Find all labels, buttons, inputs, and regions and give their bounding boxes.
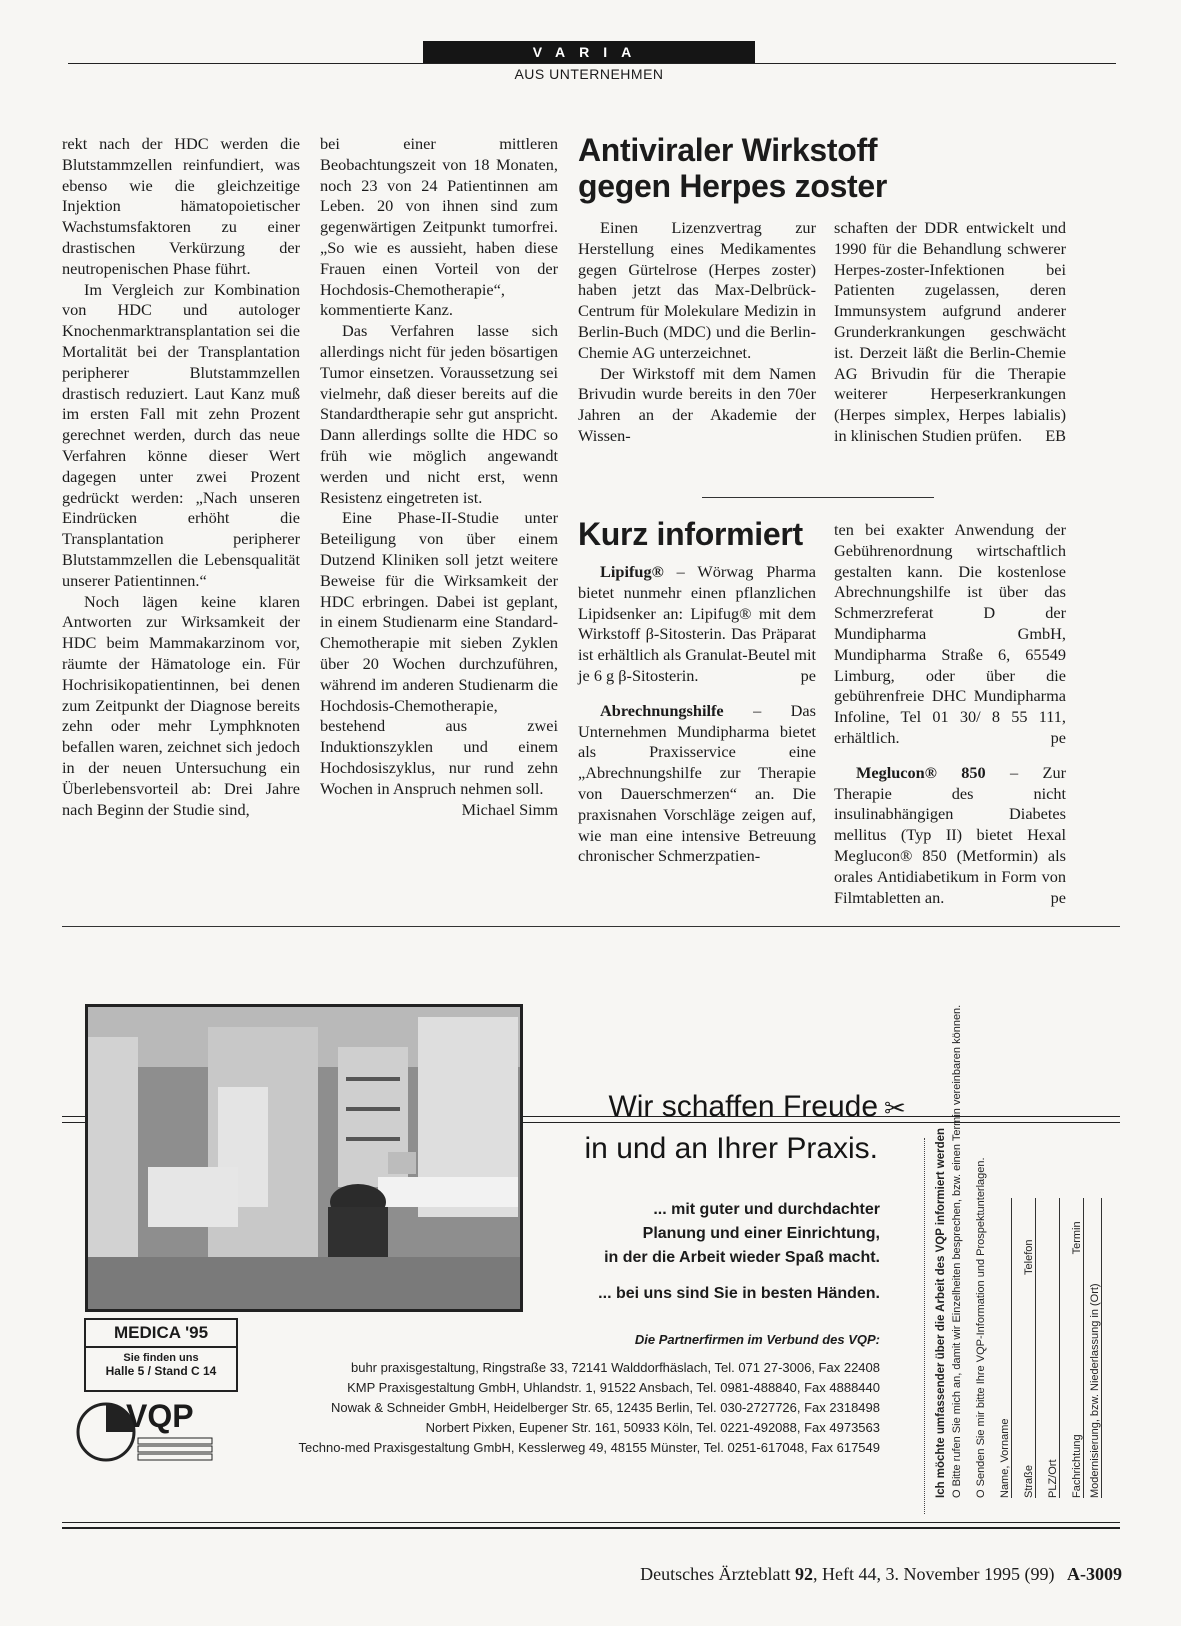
- ad-headline: [520, 1086, 878, 1170]
- signature: pe: [800, 665, 816, 685]
- ad-tagline: [520, 1198, 880, 1306]
- coupon-city-field[interactable]: [1047, 1198, 1060, 1498]
- article1-col1: [62, 134, 300, 820]
- paragraph: Einen Lizenzvertrag zur Herstellung eines Medikamentes gegen Gürtelrose (Herpes zoster) haben jetzt das Max-Delbrück-Centrum für Molekulare Medizin in Berlin-Buch (MDC) und die Berlin-Chemie AG unterzeichnet.: [578, 218, 816, 362]
- item-name: Meglucon® 850: [856, 762, 986, 782]
- paragraph: [578, 562, 816, 687]
- page-footer: [552, 1564, 1122, 1585]
- signature: pe: [1050, 727, 1066, 747]
- article3-col1: [578, 562, 816, 867]
- vqp-logo: [76, 1396, 236, 1468]
- article2-title-line2: gegen Herpes zoster: [578, 168, 888, 204]
- ad-photo: [85, 1004, 523, 1312]
- ad-headline-line2: in und an Ihrer Praxis.: [584, 1132, 878, 1165]
- field-label: Telefon: [1023, 1239, 1035, 1275]
- article-bottom-rule: [62, 926, 1120, 927]
- paragraph: bei einer mittleren Beobachtungszeit von 18 Monaten, noch 23 von 24 Patientinnen am Leben. 20 von ihnen sind zum gegenwärtigen Zeitpunkt tumorfrei. „So wie es aussieht, haben diese Frauen einen Vorteil von der Hochdosis-Chemotherapie“, kommentierte Kanz.: [320, 134, 558, 320]
- partners-title: Die Partnerfirmen im Verbund des VQP:: [634, 1332, 880, 1347]
- item-text: – Zur Therapie des nicht insulinabhängigen Diabetes mellitus (Typ II) bietet Hexal Meglucon® 850 (Metformin) als orales Antidiabetikum in Form von Filmtabletten an.: [834, 762, 1067, 907]
- separator-rule: [702, 497, 934, 498]
- medica-title: MEDICA '95: [86, 1320, 236, 1348]
- article2-col2: [834, 218, 1066, 447]
- tagline-line: ... mit guter und durchdachter: [653, 1201, 880, 1218]
- paragraph: Das Verfahren lasse sich allerdings nicht für jeden bösartigen Tumor einsetzen. Voraussetzung sei vielmehr, daß dieser bereits auf die Standardtherapie sehr gut anspricht. Dann allerdings sollte die HDC so früh wie möglich angewandt werden und nicht erst, wenn Resistenz eingetreten ist.: [320, 321, 558, 507]
- article2-col1: [578, 218, 816, 447]
- author: Michael Simm: [461, 799, 558, 819]
- volume: 92: [795, 1564, 814, 1584]
- field-label: Fachrichtung: [1071, 1434, 1083, 1498]
- field-label: Straße: [1023, 1464, 1035, 1498]
- ad-headline-line1: Wir schaffen Freude: [608, 1090, 878, 1123]
- paragraph: [834, 520, 1066, 749]
- header-rule: [68, 63, 1116, 64]
- coupon-street-field[interactable]: [1023, 1198, 1036, 1498]
- signature: pe: [1050, 887, 1066, 907]
- field-label: Name, Vorname: [999, 1418, 1011, 1498]
- paragraph-text: schaften der DDR entwickelt und 1990 für die Behandlung schwerer Herpes-zoster-Infektionen bei Patienten zugelassen, deren Immunsystem aufgrund anderer Grunderkrankungen geschwächt ist. Derzeit läßt die Berlin-Chemie AG Brivudin für die Therapie weiterer Herpeserkrankungen (Herpes simplex, Herpes labialis) in klinischen Studien prüfen.: [834, 218, 1066, 445]
- coupon-name-field[interactable]: [999, 1198, 1012, 1498]
- item-text: – Das Unternehmen Mundipharma bietet als Praxisservice eine „Abrechnungshilfe zur Therapie von Dauerschmerzen“ an. Die praxisnahen Vorschläge zeigen auf, wie man eine intensive Betreuung chronischer Schmerzpatien-: [578, 700, 816, 866]
- paragraph: [578, 701, 816, 867]
- tagline-line: ... bei uns sind Sie in besten Händen.: [598, 1285, 880, 1302]
- office-photo-illustration: [88, 1007, 520, 1309]
- coupon-heading: Ich möchte umfassender über die Arbeit des VQP informiert werden: [935, 1127, 947, 1498]
- field-label: Termin: [1071, 1221, 1083, 1255]
- medica-line2: Halle 5 / Stand C 14: [105, 1364, 217, 1378]
- partner-line: buhr praxisgestaltung, Ringstraße 33, 72141 Walddorfhäslach, Tel. 071 27-3006, Fax 22408: [350, 1360, 880, 1375]
- vqp-logo-text: VQP: [126, 1398, 194, 1434]
- scissors-icon: ✂: [884, 1094, 906, 1123]
- ad-rule-bottom-2: [62, 1527, 1120, 1529]
- page-number: A-3009: [1067, 1564, 1122, 1584]
- article1-col2: [320, 134, 558, 820]
- paragraph: Im Vergleich zur Kombination von HDC und autologer Knochenmarktransplantation sei die Mortalität bei der Transplantation peripherer Blutstammzellen drastisch reduziert. Laut Kanz muß im ersten Fall mit zehn Prozent gerechnet werden, durch das neue Verfahren könne dieser Wert dagegen unter zwei Prozent gedrückt werden: „Nach unseren Eindrücken erhöht die Transplantation peripherer Blutstammzellen die Lebensqualität unserer Patientinnen.“: [62, 279, 300, 590]
- paragraph: [834, 763, 1066, 909]
- tagline-line: in der die Arbeit wieder Spaß macht.: [604, 1249, 880, 1266]
- partner-line: Techno-med Praxisgestaltung GmbH, Kesslerweg 49, 48155 Münster, Tel. 0251-617048, Fax 617549: [298, 1440, 880, 1455]
- coupon-option-call[interactable]: O Bitte rufen Sie mich an, damit wir Einzelheiten besprechen, bzw. einen Termin vereinbaren können.: [951, 1004, 963, 1498]
- coupon-specialty-field[interactable]: [1071, 1198, 1084, 1498]
- paragraph: [834, 218, 1066, 447]
- field-label: Modernisierung, bzw. Niederlassung in (Ort): [1089, 1283, 1101, 1498]
- medica-line1: Sie finden uns: [123, 1352, 199, 1364]
- reply-coupon: [924, 1004, 1121, 1514]
- partners-list: [230, 1358, 880, 1458]
- issue-info: , Heft 44, 3. November 1995 (99): [813, 1564, 1055, 1584]
- partner-line: Nowak & Schneider GmbH, Heidelberger Str. 65, 12435 Berlin, Tel. 030-2727726, Fax 2318498: [331, 1400, 880, 1415]
- partner-line: KMP Praxisgestaltung GmbH, Uhlandstr. 1, 91522 Ansbach, Tel. 0981-488840, Fax 4888440: [347, 1380, 880, 1395]
- medica-box: [84, 1318, 238, 1392]
- paragraph-text: ten bei exakter Anwendung der Gebührenordnung wirtschaftlich gestalten kann. Die kostenlose Abrechnungshilfe ist über das Schmerzreferat D der Mundipharma GmbH, Mundipharma Straße 6, 65549 Limburg, oder über die gebührenfreie DHC Mundipharma Infoline, Tel 01 30/ 8 55 111, erhältlich.: [834, 520, 1066, 747]
- article3-title: Kurz informiert: [578, 516, 803, 552]
- article2-title: [578, 132, 1118, 204]
- tagline-line: Planung und einer Einrichtung,: [642, 1225, 880, 1242]
- paragraph: Noch lägen keine klaren Antworten zur Wirksamkeit der HDC beim Mammakarzinom vor, räumte der Hämatologe ein. Für Hochrisikopatientinnen, bei denen zum Zeitpunkt der Diagnose bereits zehn oder mehr Lymphknoten befallen waren, zeichnet sich jedoch in der neuen Untersuchung ein Überlebensvorteil ab: Drei Jahre nach Beginn der Studie sind,: [62, 591, 300, 819]
- paragraph: Der Wirkstoff mit dem Namen Brivudin wurde bereits in den 70er Jahren an der Akademie der Wissen-: [578, 363, 816, 445]
- item-text: – Wörwag Pharma bietet nunmehr einen pflanzlichen Lipidsenker an: Lipifug® mit dem Wirkstoff β-Sitosterin. Das Präparat ist erhältlich als Granulat-Beutel mit je 6 g β-Sitosterin.: [578, 562, 816, 685]
- signature: EB: [1045, 425, 1066, 445]
- article2-title-line1: Antiviraler Wirkstoff: [578, 132, 878, 168]
- field-label: PLZ/Ort: [1047, 1459, 1059, 1498]
- article3-col2: [834, 520, 1066, 908]
- partner-line: Norbert Pixken, Eupener Str. 161, 50933 Köln, Tel. 0221-492088, Fax 4973563: [425, 1420, 880, 1435]
- coupon-location-field[interactable]: [1089, 1198, 1102, 1498]
- subsection-label: AUS UNTERNEHMEN: [514, 66, 664, 82]
- paragraph: rekt nach der HDC werden die Blutstammzellen reinfundiert, was ebenso wie die gleichzeitige Injektion hämatopoietischer Wachstumsfaktoren zu einer drastischen Verkürzung der neutropenischen Phase führt.: [62, 134, 300, 278]
- coupon-option-info[interactable]: O Senden Sie mir bitte Ihre VQP-Information und Prospektunterlagen.: [975, 1157, 987, 1498]
- section-label: VARIA: [423, 41, 755, 63]
- item-name: Lipifug®: [600, 562, 664, 581]
- item-name: Abrechnungshilfe: [600, 700, 724, 720]
- paragraph: Eine Phase-II-Studie unter Beteiligung von über einem Dutzend Kliniken soll jetzt weitere Beweise für die Wirksamkeit der HDC erbringen. Dabei ist geplant, in einem Studienarm eine Standard-Chemotherapie mit sieben Zyklen über 20 Wochen durchzuführen, während im anderen Studienarm die Hochdosis-Chemotherapie, bestehend aus zwei Induktionszyklen und einem Hochdosiszyklus, nur rund zehn Wochen in Anspruch nehmen soll.: [320, 508, 558, 798]
- journal-name: Deutsches Ärzteblatt: [640, 1564, 791, 1584]
- ad-rule-bottom: [62, 1522, 1120, 1523]
